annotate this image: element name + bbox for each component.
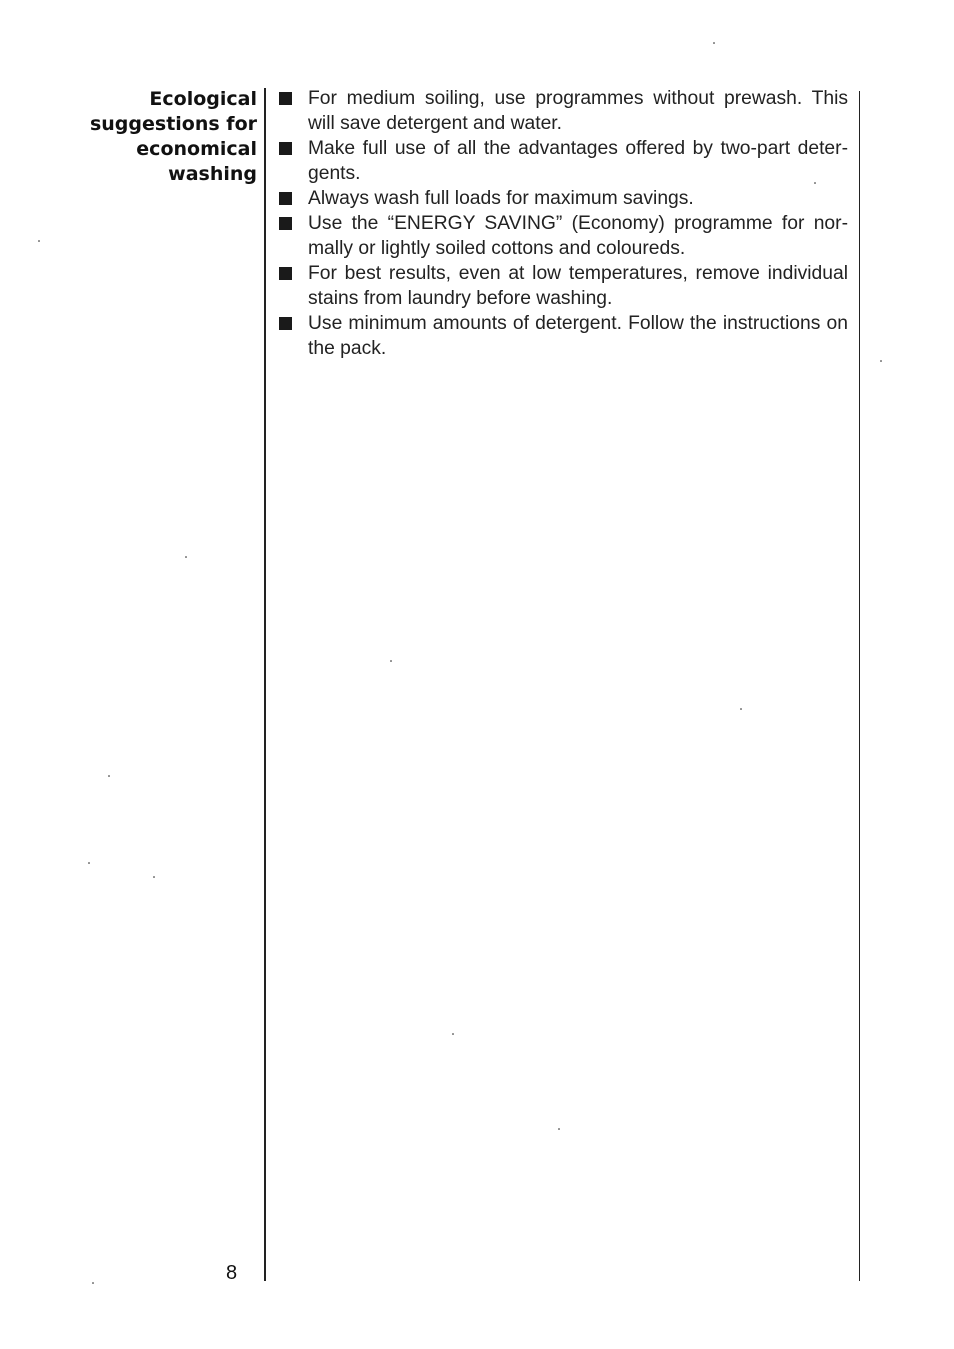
heading-line: washing [168, 163, 257, 185]
scan-speck [185, 556, 187, 558]
section-heading [60, 87, 257, 187]
tip-text: For medium soiling, use programmes without prewash. This will save detergent and water. [308, 88, 848, 134]
tip-text: Make full use of all the advantages offered by two-part deter-gents. [308, 138, 848, 184]
page-number: 8 [226, 1262, 238, 1284]
tip-item [278, 136, 848, 186]
tip-text: Use the “ENERGY SAVING” (Economy) programme for nor-mally or lightly soiled cottons and coloureds. [308, 213, 848, 259]
tip-text: For best results, even at low temperatures, remove individual stains from laundry before washing. [308, 263, 848, 309]
tip-item [278, 261, 848, 311]
scan-speck [390, 660, 392, 662]
scan-speck [92, 1282, 94, 1284]
square-bullet-icon [279, 267, 292, 280]
square-bullet-icon [279, 192, 292, 205]
tip-text: Always wash full loads for maximum savings. [308, 188, 694, 209]
left-column-rule [264, 88, 266, 1281]
tip-item [278, 86, 848, 136]
square-bullet-icon [279, 142, 292, 155]
scan-speck [713, 42, 715, 44]
square-bullet-icon [279, 317, 292, 330]
tips-list [278, 86, 848, 361]
scan-speck [88, 862, 90, 864]
tip-text: Use minimum amounts of detergent. Follow the instructions on the pack. [308, 313, 848, 359]
heading-line: suggestions for [89, 113, 257, 135]
right-margin-rule [859, 91, 860, 1281]
scan-speck [558, 1128, 560, 1130]
square-bullet-icon [279, 217, 292, 230]
heading-line: economical [136, 138, 257, 160]
scan-speck [108, 775, 110, 777]
heading-line: Ecological [149, 88, 257, 110]
tip-item [278, 211, 848, 261]
square-bullet-icon [279, 92, 292, 105]
scan-speck [880, 360, 882, 362]
scan-speck [452, 1033, 454, 1035]
scan-speck [740, 708, 742, 710]
tip-item [278, 311, 848, 361]
scan-speck [814, 182, 816, 184]
scan-speck [38, 240, 40, 242]
scan-speck [153, 876, 155, 878]
tip-item [278, 186, 848, 211]
